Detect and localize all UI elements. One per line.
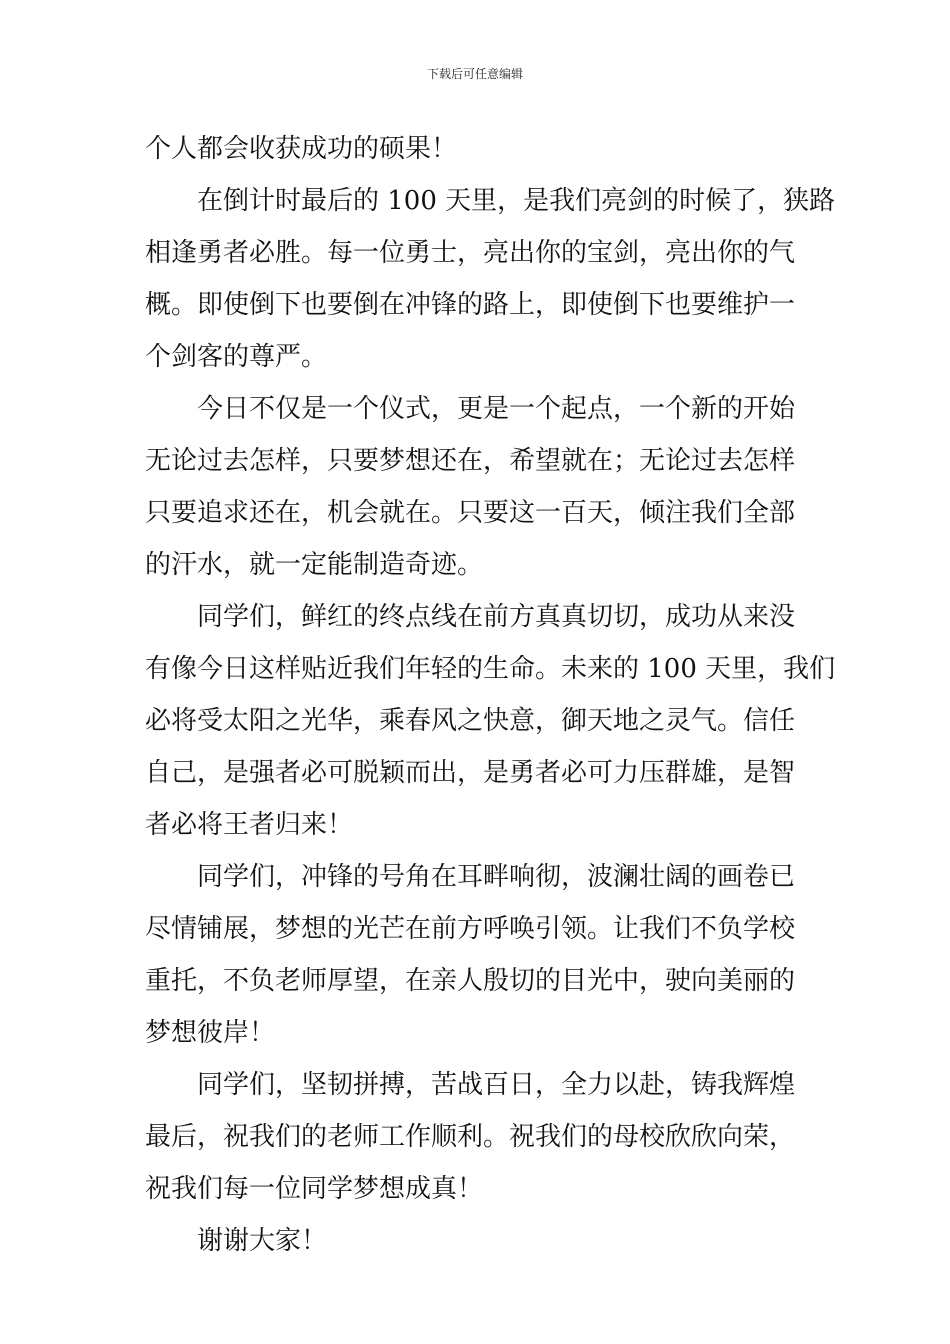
text-line: 同学们，鲜红的终点线在前方真真切切，成功从来没 (197, 602, 796, 632)
text-line: 者必将王者归来！ (145, 810, 354, 840)
text-line: 相逢勇者必胜。每一位勇士，亮出你的宝剑，亮出你的气 (145, 238, 796, 268)
text-line: 无论过去怎样，只要梦想还在，希望就在；无论过去怎样 (145, 446, 796, 476)
text-line: 尽情铺展，梦想的光芒在前方呼唤引领。让我们不负学校 (145, 914, 796, 944)
text-line: 最后，祝我们的老师工作顺利。祝我们的母校欣欣向荣， (145, 1122, 796, 1152)
text-line: 在倒计时最后的 100 天里，是我们亮剑的时候了，狭路 (197, 186, 836, 216)
text-line: 祝我们每一位同学梦想成真！ (145, 1174, 484, 1204)
text-line: 必将受太阳之光华，乘春风之快意，御天地之灵气。信任 (145, 706, 796, 736)
text-line: 自己，是强者必可脱颖而出，是勇者必可力压群雄，是智 (145, 758, 796, 788)
page-header-note: 下载后可任意编辑 (426, 67, 523, 81)
text-line: 概。即使倒下也要倒在冲锋的路上，即使倒下也要维护一 (145, 290, 796, 320)
text-line: 只要追求还在，机会就在。只要这一百天，倾注我们全部 (145, 498, 796, 528)
document-body (145, 123, 836, 1267)
text-line: 有像今日这样贴近我们年轻的生命。未来的 100 天里，我们 (145, 654, 836, 684)
text-line: 谢谢大家！ (197, 1226, 328, 1256)
text-line: 梦想彼岸！ (145, 1018, 276, 1048)
text-line: 个剑客的尊严。 (145, 342, 328, 372)
text-line: 同学们，坚韧拼搏，苦战百日，全力以赴，铸我辉煌 (197, 1070, 796, 1100)
text-line: 的汗水，就一定能制造奇迹。 (145, 550, 484, 580)
text-line: 同学们，冲锋的号角在耳畔响彻，波澜壮阔的画卷已 (197, 862, 796, 892)
text-line: 今日不仅是一个仪式，更是一个起点，一个新的开始 (197, 394, 796, 424)
text-line: 重托，不负老师厚望，在亲人殷切的目光中，驶向美丽的 (145, 966, 796, 996)
text-line: 个人都会收获成功的硕果！ (145, 134, 458, 164)
